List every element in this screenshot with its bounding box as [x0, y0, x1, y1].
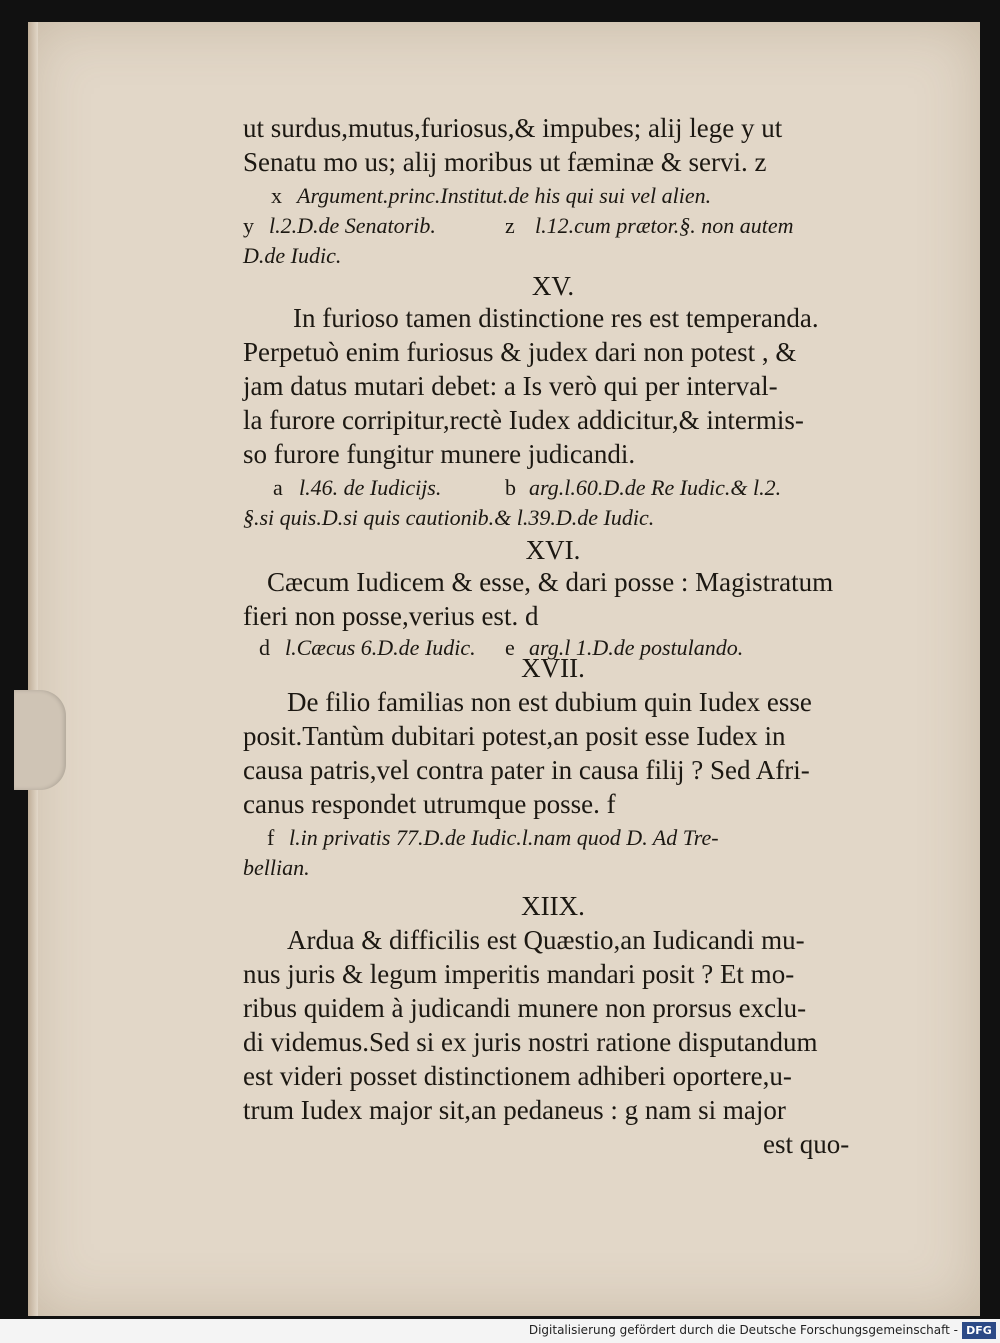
footnote-text: §.si quis.D.si quis cautionib.& l.39.D.de Iudic. [243, 505, 655, 530]
text-line: di videmus.Sed si ex juris nostri ratione disputandum [243, 1027, 818, 1057]
footnote-marker: y [243, 213, 254, 238]
footnote-marker: e [505, 635, 515, 660]
footer-credit: Digitalisierung gefördert durch die Deutsche Forschungsgemeinschaft - [528, 1323, 958, 1337]
footnote-text: l.in privatis 77.D.de Iudic.l.nam quod D. Ad Tre- [289, 825, 719, 850]
text-line: ut surdus,mutus,furiosus,& impubes; alij lege y ut [243, 113, 783, 143]
catchword: est quo- [763, 1129, 850, 1159]
section-heading: XIIX. [521, 891, 585, 921]
footnote-marker: b [505, 475, 516, 500]
footnote-marker: a [273, 475, 283, 500]
dfg-logo: DFG [962, 1322, 996, 1339]
section-heading: XVII. [521, 653, 585, 683]
text-line: la furore corripitur,rectè Iudex addicitur,& intermis- [243, 405, 804, 435]
text-line: est videri posset distinctionem adhiberi oportere,u- [243, 1061, 792, 1091]
footnote-text: D.de Iudic. [243, 243, 342, 268]
section-heading: XVI. [525, 535, 581, 565]
footnote-text: l.12.cum prætor.§. non autem [535, 213, 794, 238]
page-tab [14, 690, 66, 790]
text-line: so furore fungitur munere judicandi. [243, 439, 636, 469]
footnote-text: l.Cæcus 6.D.de Iudic. [285, 635, 476, 660]
footnote-text: Argument.princ.Institut.de his qui sui vel alien. [297, 183, 712, 208]
text-line: canus respondet utrumque posse. f [243, 789, 616, 819]
text-line: jam datus mutari debet: a Is verò qui per interval- [243, 371, 778, 401]
text-line: Perpetuò enim furiosus & judex dari non potest , & [243, 337, 797, 367]
footnote-marker: x [271, 183, 282, 208]
page-gutter-shadow [28, 22, 38, 1316]
text-line: Senatu mo us; alij moribus ut fæminæ & servi. z [243, 147, 767, 177]
footnote-text: arg.l 1.D.de postulando. [529, 635, 744, 660]
text-line: ribus quidem à judicandi munere non prorsus exclu- [243, 993, 807, 1023]
text-line: Ardua & difficilis est Quæstio,an Iudicandi mu- [287, 925, 805, 955]
footnote-text: l.46. de Iudicijs. [299, 475, 442, 500]
footnote-marker: z [505, 213, 515, 238]
footnote-text: arg.l.60.D.de Re Iudic.& l.2. [529, 475, 782, 500]
text-line: De filio familias non est dubium quin Iudex esse [287, 687, 812, 717]
footnote-marker: f [267, 825, 275, 850]
text-line: nus juris & legum imperitis mandari posit ? Et mo- [243, 959, 795, 989]
text-line: trum Iudex major sit,an pedaneus : g nam si major [243, 1095, 786, 1125]
footer-bar [0, 1319, 1000, 1343]
section-heading: XV. [531, 271, 575, 301]
text-line: posit.Tantùm dubitari potest,an posit esse Iudex in [243, 721, 786, 751]
text-line: fieri non posse,verius est. d [243, 601, 539, 631]
text-line: causa patris,vel contra pater in causa filij ? Sed Afri- [243, 755, 810, 785]
footnote-marker: d [259, 635, 270, 660]
text-line: Cæcum Iudicem & esse, & dari posse : Magistratum [267, 567, 834, 597]
footnote-text: l.2.D.de Senatorib. [269, 213, 436, 238]
text-line: In furioso tamen distinctione res est temperanda. [293, 303, 819, 333]
footnote-text: bellian. [243, 855, 310, 880]
